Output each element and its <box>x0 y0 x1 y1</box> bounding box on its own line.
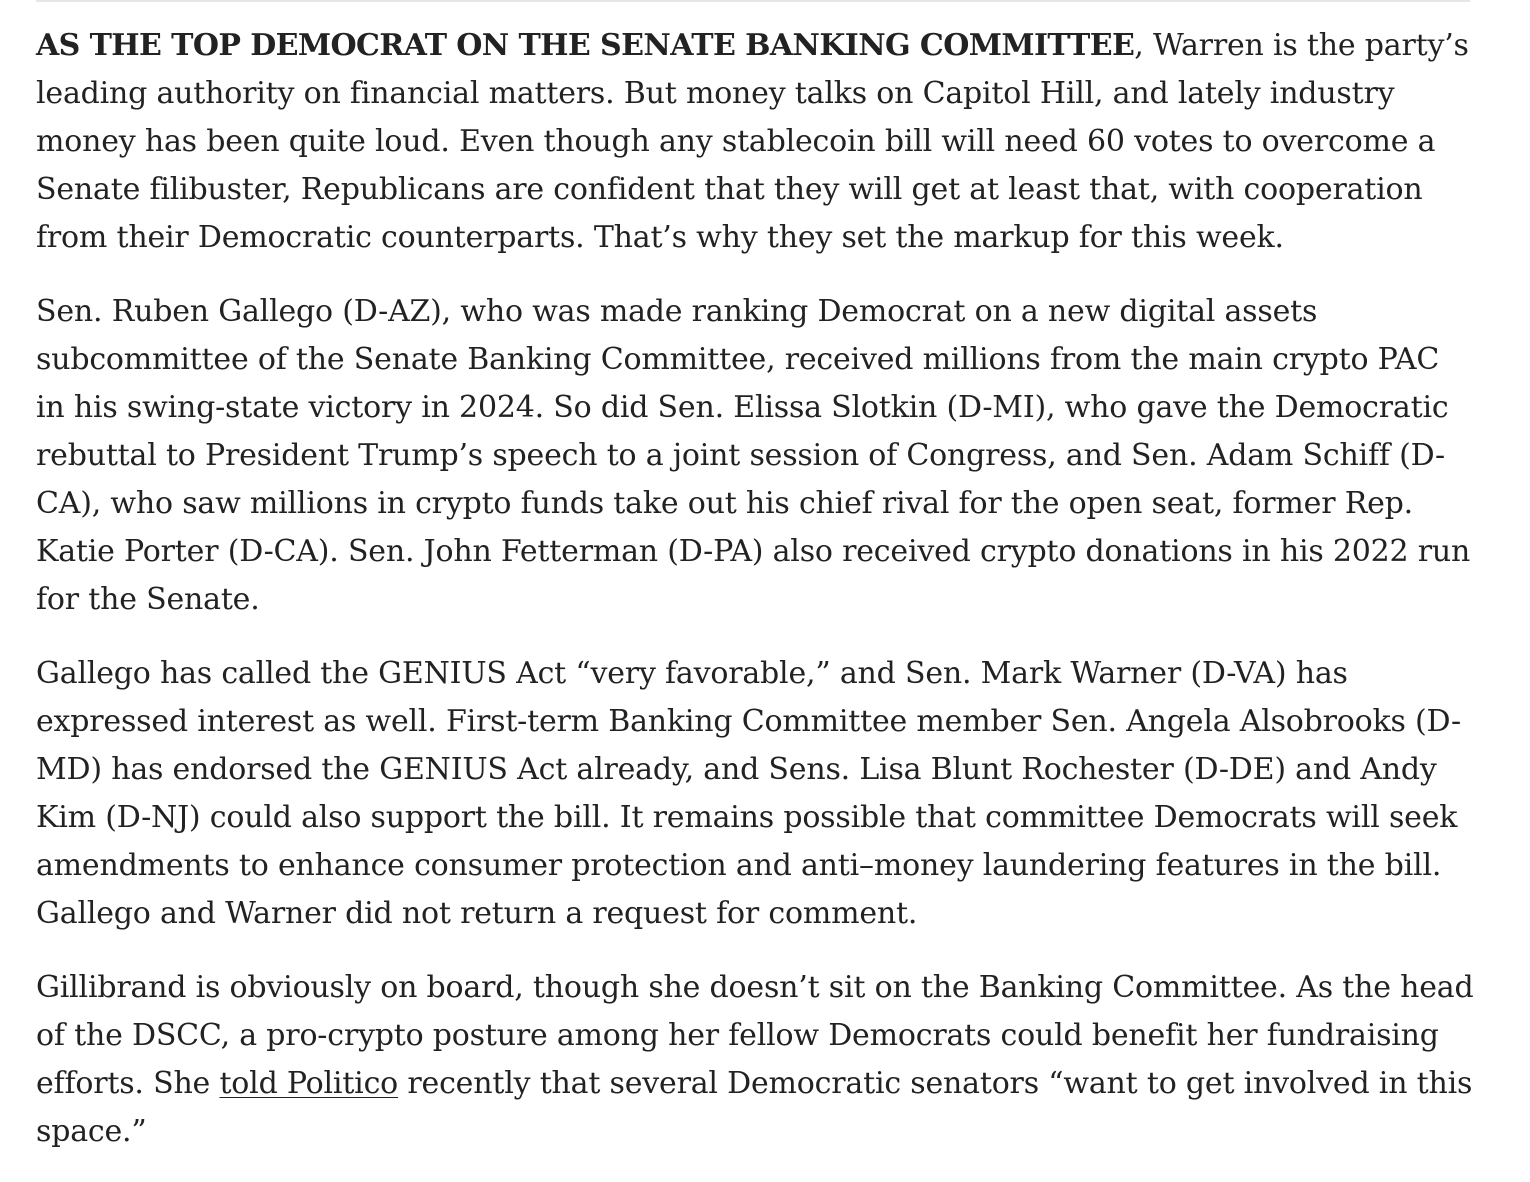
top-divider <box>36 0 1470 2</box>
paragraph-1-text: , Warren is the party’s leading authority on financial matters. But money talks on Capitol Hill, and lately industry money has been quite loud. Even though any stablecoin bill will need 60 votes to overcome a Senate filibuster, Republicans are confident that they will get at least that, with cooperation from their Democratic counterparts. That’s why they set the markup for this week. <box>36 28 1469 255</box>
paragraph-2: Sen. Ruben Gallego (D-AZ), who was made ranking Democrat on a new digital assets subcommittee of the Senate Banking Committee, received millions from the main crypto PAC in his swing-state victory in 2024. So did Sen. Elissa Slotkin (D-MI), who gave the Democratic rebuttal to President Trump’s speech to a joint session of Congress, and Sen. Adam Schiff (D-CA), who saw millions in crypto funds take out his chief rival for the open seat, former Rep. Katie Porter (D-CA). Sen. John Fetterman (D-PA) also received crypto donations in his 2022 run for the Senate. <box>36 294 1471 617</box>
paragraph-4 <box>36 964 1476 1156</box>
paragraph-4-text-after: recently that several Democratic senators “want to get involved in this space.” <box>36 1066 1473 1149</box>
paragraph-4-text-before: Gillibrand is obviously on board, though she doesn’t sit on the Banking Committee. As the head of the DSCC, a pro-crypto posture among her fellow Democrats could benefit her fundraising efforts. She <box>36 970 1474 1101</box>
article-body <box>36 22 1476 1182</box>
lead-in: AS THE TOP DEMOCRAT ON THE SENATE BANKING COMMITTEE <box>36 28 1135 63</box>
paragraph-3: Gallego has called the GENIUS Act “very favorable,” and Sen. Mark Warner (D-VA) has expressed interest as well. First-term Banking Committee member Sen. Angela Alsobrooks (D-MD) has endorsed the GENIUS Act already, and Sens. Lisa Blunt Rochester (D-DE) and Andy Kim (D-NJ) could also support the bill. It remains possible that committee Democrats will seek amendments to enhance consumer protection and anti–money laundering features in the bill. Gallego and Warner did not return a request for comment. <box>36 656 1461 931</box>
told-politico-link[interactable]: told Politico <box>219 1066 399 1101</box>
paragraph-1 <box>36 22 1476 262</box>
